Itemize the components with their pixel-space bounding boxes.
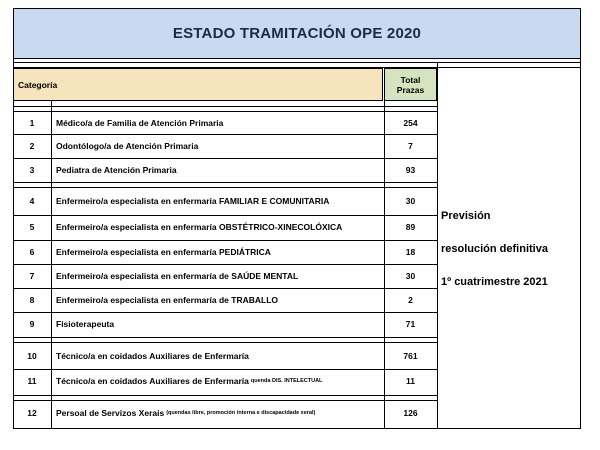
row-number: 4: [29, 196, 35, 206]
row-category: Fisioterapeuta: [56, 319, 115, 329]
table-row: [13, 241, 437, 263]
header-total-line2: Prazas: [396, 84, 425, 95]
table-row: [13, 135, 437, 157]
forecast-line1: Previsión: [441, 210, 491, 222]
row-number: 1: [29, 118, 35, 128]
row-total: 7: [408, 141, 413, 151]
forecast-note: [441, 200, 579, 299]
table-row: [13, 190, 437, 212]
row-total: 254: [403, 118, 418, 128]
row-total: 126: [403, 408, 418, 418]
row-total: 761: [403, 351, 418, 361]
divider: [13, 62, 581, 63]
row-number: 6: [29, 247, 35, 257]
row-category-note: (quendas libre, promoción interna e discapacidade xeral): [166, 410, 316, 416]
row-total: 30: [405, 196, 416, 206]
row-category-text: Técnico/a en coidados Auxiliares de Enfermaría: [56, 376, 249, 386]
row-number: 8: [29, 295, 35, 305]
header-total-line1: Total: [400, 74, 421, 85]
row-divider: [13, 400, 437, 401]
row-divider: [13, 106, 437, 107]
row-number: 12: [27, 408, 37, 418]
row-total: 2: [408, 295, 413, 305]
row-category: Enfermeiro/a especialista en enfermaría FAMILIAR E COMUNITARIA: [56, 196, 330, 206]
row-category: Enfermeiro/a especialista en enfermaría OBSTÉTRICO-XINECOLÓXICA: [56, 222, 343, 232]
row-number: 11: [27, 376, 37, 386]
table-row: [13, 265, 437, 287]
row-number: 3: [29, 165, 35, 175]
row-total: 93: [405, 165, 416, 175]
row-category: Médico/a de Familia de Atención Primaria: [56, 118, 224, 128]
row-category-note: quenda DIS. INTELECTUAL: [250, 378, 323, 384]
table-row: [13, 112, 437, 134]
row-total: 18: [405, 247, 416, 257]
row-number: 9: [29, 319, 35, 329]
table-row: [13, 370, 437, 392]
row-divider: [13, 182, 437, 183]
row-total: 71: [405, 319, 416, 329]
row-number: 7: [29, 271, 35, 281]
row-category: Pediatra de Atención Primaria: [56, 165, 177, 175]
table-row: [13, 345, 437, 367]
row-total: 89: [405, 222, 416, 232]
header-category: [13, 68, 383, 101]
row-divider: [13, 342, 437, 343]
row-category: Enfermeiro/a especialista en enfermaría de TRABALLO: [56, 295, 279, 305]
table-row: [13, 313, 437, 335]
table-row: [13, 289, 437, 311]
row-category: Odontólogo/a de Atención Primaria: [56, 141, 199, 151]
column-divider: [437, 62, 438, 429]
row-total: 11: [406, 376, 415, 386]
row-category: [56, 402, 315, 424]
row-category: Enfermeiro/a especialista en enfermaría PEDIÁTRICA: [56, 247, 271, 257]
row-divider: [13, 187, 437, 188]
row-number: 10: [27, 351, 37, 361]
forecast-line3: 1º cuatrimestre 2021: [441, 276, 548, 288]
header-category-label: Categoría: [18, 79, 58, 90]
row-category-text: Persoal de Servizos Xerais: [56, 408, 165, 418]
title-banner: [13, 8, 581, 59]
forecast-line2: resolución definitiva: [441, 243, 548, 255]
row-divider: [13, 337, 437, 338]
page-title: ESTADO TRAMITACIÓN OPE 2020: [172, 25, 422, 42]
header-total: [384, 68, 437, 101]
row-total: 30: [405, 271, 416, 281]
row-number: 2: [29, 141, 35, 151]
row-category: [56, 370, 322, 392]
table-row: [13, 159, 437, 181]
row-category: Enfermeiro/a especialista en enfermaría de SAÚDE MENTAL: [56, 271, 299, 281]
table-row: [13, 402, 437, 424]
table-row: [13, 216, 437, 238]
row-category: Técnico/a en coidados Auxiliares de Enfermaría: [56, 351, 249, 361]
row-divider: [13, 395, 437, 396]
row-number: 5: [29, 222, 35, 232]
